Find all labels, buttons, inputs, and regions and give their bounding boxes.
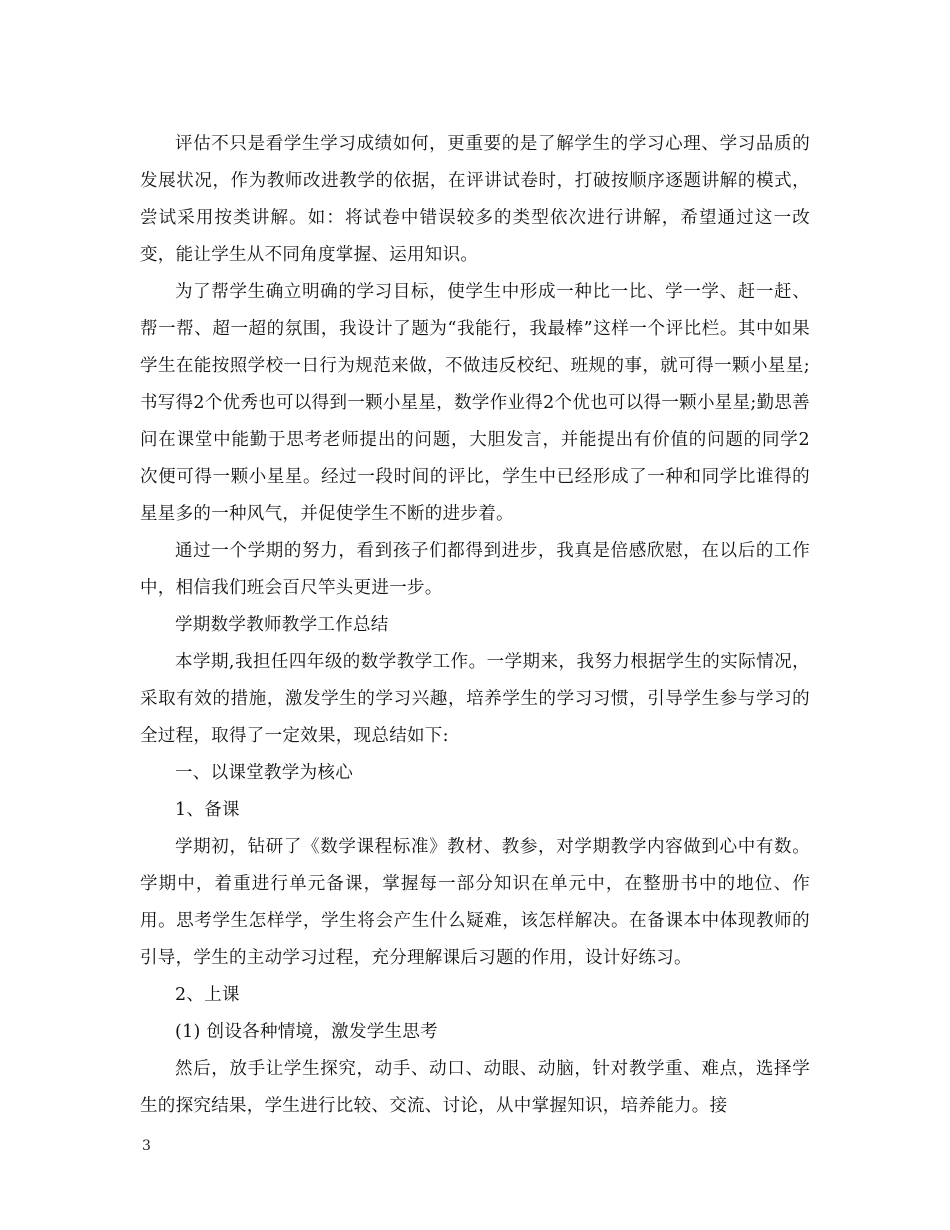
paragraph: 然后，放手让学生探究，动手、动口、动眼、动脑，针对教学重、难点，选择学生的探究结果，学生进行比较、交流、讨论，从中掌握知识，培养能力。接 <box>140 1059 810 1116</box>
section-title: 学期数学教师教学工作总结 <box>175 615 389 635</box>
heading-level-2: 2、上课 <box>175 985 240 1005</box>
paragraph: 学期初，钻研了《数学课程标准》教材、教参，对学期教学内容做到心中有数。学期中，着重进行单元备课，掌握每一部分知识在单元中，在整册书中的地位、作用。思考学生怎样学，学生将会产生什么疑难，该怎样解决。在备课本中体现教师的引导，学生的主动学习过程，充分理解课后习题的作用，设计好练习。 <box>140 837 810 968</box>
heading-level-1: 一、以课堂教学为核心 <box>175 763 353 783</box>
document-body <box>140 126 810 1125</box>
paragraph: 通过一个学期的努力，看到孩子们都得到进步，我真是倍感欣慰，在以后的工作中，相信我们班会百尺竿头更进一步。 <box>140 541 810 598</box>
paragraph: 本学期,我担任四年级的数学教学工作。一学期来，我努力根据学生的实际情况，采取有效的措施，激发学生的学习兴趣，培养学生的学习习惯，引导学生参与学习的全过程，取得了一定效果，现总结如下: <box>140 652 810 746</box>
page-number: 3 <box>142 1138 151 1154</box>
heading-level-2: 1、备课 <box>175 800 240 820</box>
heading-level-3: (1) 创设各种情境，激发学生思考 <box>175 1022 438 1042</box>
paragraph: 为了帮学生确立明确的学习目标，使学生中形成一种比一比、学一学、赶一赶、帮一帮、超一超的氛围，我设计了题为“我能行，我最棒”这样一个评比栏。其中如果学生在能按照学校一日行为规范来做，不做违反校纪、班规的事，就可得一颗小星星;书写得2个优秀也可以得到一颗小星星，数学作业得2个优也可以得一颗小星星;勤思善问在课堂中能勤于思考老师提出的问题，大胆发言，并能提出有价值的问题的同学2次便可得一颗小星星。经过一段时间的评比，学生中已经形成了一种和同学比谁得的星星多的一种风气，并促使学生不断的进步着。 <box>140 282 810 524</box>
paragraph: 评估不只是看学生学习成绩如何，更重要的是了解学生的学习心理、学习品质的发展状况，作为教师改进教学的依据，在评讲试卷时，打破按顺序逐题讲解的模式，尝试采用按类讲解。如：将试卷中错误较多的类型依次进行讲解，希望通过这一改变，能让学生从不同角度掌握、运用知识。 <box>140 134 810 265</box>
